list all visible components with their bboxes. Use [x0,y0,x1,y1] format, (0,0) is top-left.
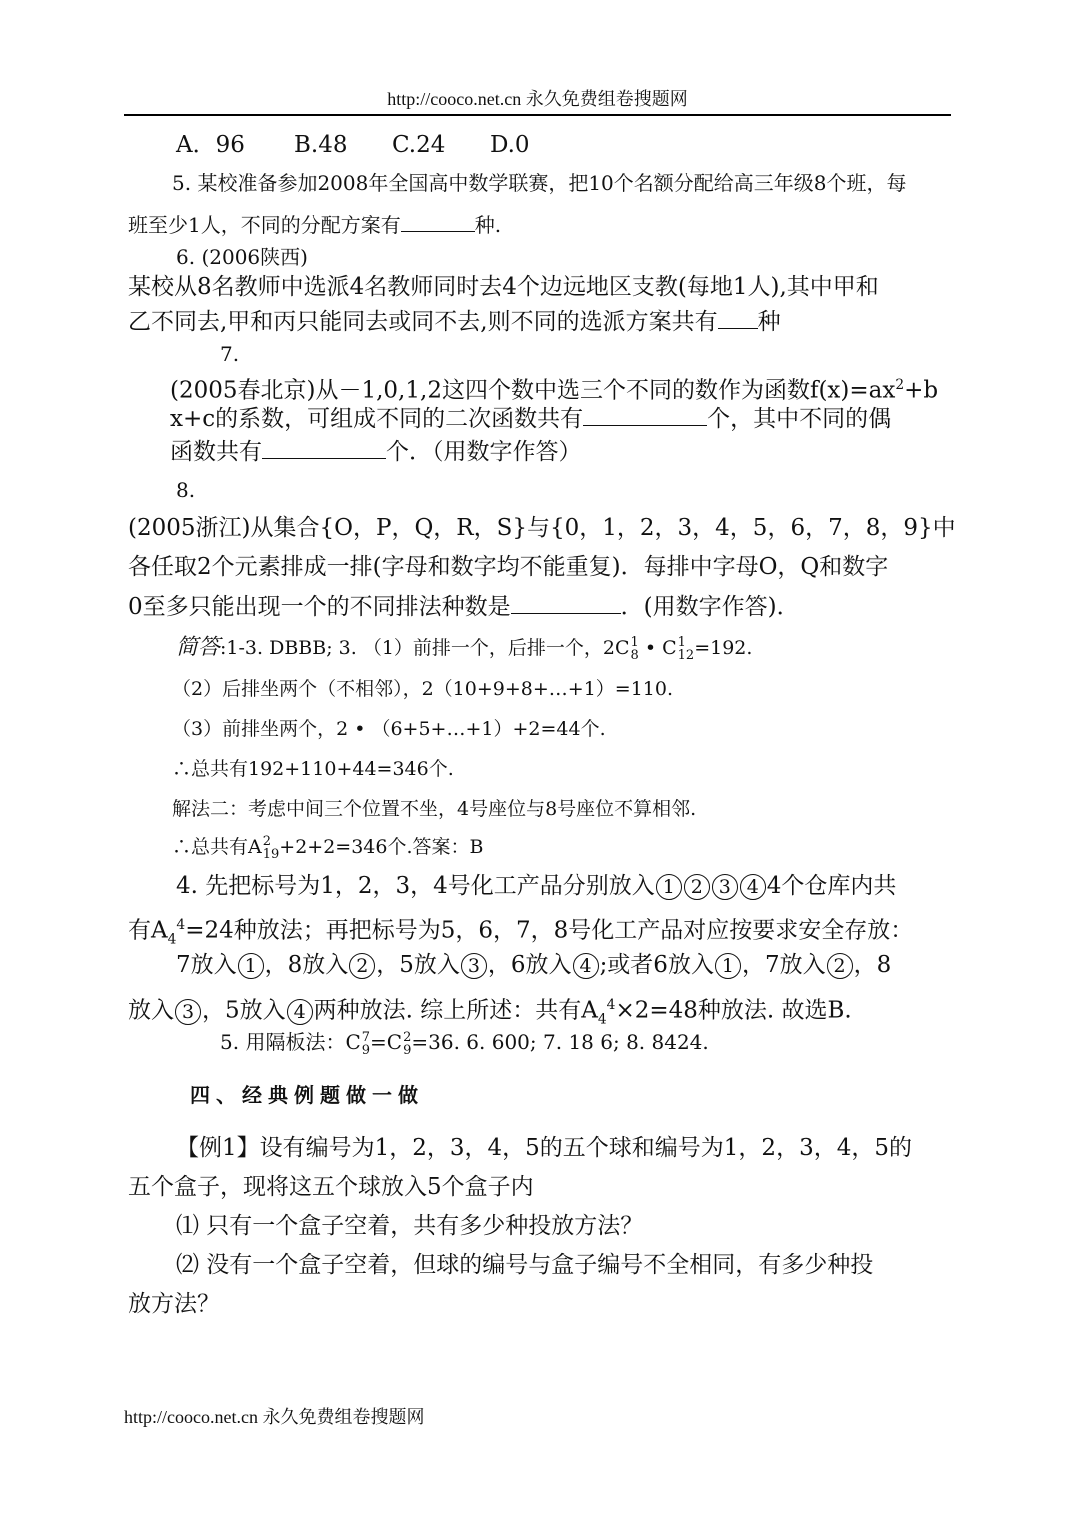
answer-line3: （3）前排坐两个，2 • （6+5+…+1）+2=44个. [172,718,606,740]
circled-3: 3 [175,999,201,1025]
q6-line2-end: 种 [757,309,781,335]
a4-sup: 4 [176,917,186,933]
a4-l3-t3: ，5放入 [376,952,460,978]
a5-text-1: 5. 用隔板法：C [220,1030,361,1054]
a5-sup-1: 7 [361,1029,371,1045]
a4-l3-t1: 7放入 [176,952,237,978]
a4-line1 [176,871,896,901]
q7-line2-end: 个，其中不同的偶 [707,406,892,432]
a4-l4-t3: 两种放法. 综上所述：共有A [313,997,598,1024]
a5-text-2: =C [370,1030,403,1054]
a4-l3-t7: ，8 [853,952,892,978]
q8-number: 8. [176,478,196,502]
q7-line2 [170,403,891,434]
ex1-line2: 五个盒子，现将这五个球放入5个盒子内 [128,1174,534,1200]
q6-line1: 某校从8名教师中选派4名教师同时去4个边远地区支教(每地1人),其中甲和 [128,274,879,300]
circled-1: 1 [715,953,741,979]
circled-3: 3 [461,953,487,979]
c-sup-1: 1 [630,635,639,650]
a5-text-3: =36. 6. 600; 7. 18 6; 8. 8424. [411,1030,709,1054]
q5-answer-blank [401,209,475,232]
q8-line1: (2005浙江)从集合{O，P，Q，R，S}与{0，1，2，3，4，5，6，7，8，9}中 [128,515,956,541]
answer-line6 [172,834,484,861]
circled-2: 2 [684,874,710,900]
a4-l3-t2: ，8放入 [264,952,349,978]
a4-l3-t5: ;或者6放入 [599,952,714,978]
answer-line2: （2）后排坐两个（不相邻），2（10+9+8+…+1）=110. [172,678,674,700]
q6-line2 [128,306,781,337]
answer-line4: ∴总共有192+110+44=346个. [172,758,454,780]
q5-line2 [128,209,501,238]
q7-line2-text: x+c的系数，可组成不同的二次函数共有 [170,406,584,432]
a4-line1-text: 4. 先把标号为1，2，3，4号化工产品分别放入 [176,873,655,899]
q8-line2: 各任取2个元素排成一排(字母和数字均不能重复)．每排中字母O，Q和数字 [128,554,889,580]
jianda-label: 简答 [176,635,221,660]
q7-number: 7. [220,342,240,366]
choice-a: A．96 [176,132,245,158]
q7-line1-end: +b [904,377,939,404]
a5-sub-2: 9 [403,1042,412,1058]
a4-l4-t4: ×2=48种放法. 故选B. [615,997,852,1024]
a4-line2-end: =24种放法；再把标号为5，6，7，8号化工产品对应按要求安全存放： [185,917,914,944]
answer-line6-text: ∴总共有A [172,836,262,858]
q7-line3-end: 个．（用数字作答） [386,439,582,465]
a4-sub: 4 [167,931,177,948]
answer-line1 [176,635,752,662]
circled-2: 2 [827,953,853,979]
q8-answer-blank [511,591,621,614]
a4-l3-t6: ，7放入 [741,952,826,978]
choice-c: C.24 [392,132,446,158]
a4-l4-sup: 4 [606,997,616,1013]
circled-4: 4 [287,999,313,1025]
circled-4: 4 [573,953,599,979]
c-sup-2: 1 [677,635,686,650]
page-footer: http://cooco.net.cn 永久免费组卷搜题网 [124,1407,425,1427]
q5-line1: 5. 某校准备参加2008年全国高中数学联赛，把10个名额分配给高三年级8个班，每 [172,171,907,195]
a4-l4-t1: 放入 [128,997,174,1024]
circled-1: 1 [238,953,264,979]
q7-line1-text: (2005春北京)从－1,0,1,2这四个数中选三个不同的数作为函数f(x)=ax [170,377,896,404]
circled-3: 3 [712,874,738,900]
circled-4: 4 [740,874,766,900]
q6-number: 6. (2006陕西) [176,245,308,269]
a4-line1-end: 4个仓库内共 [766,873,897,899]
q7-line3 [170,436,582,467]
ex1-part1: ⑴ 只有一个盒子空着，共有多少种投放方法？ [176,1213,644,1239]
c-sub-1: 8 [630,648,639,663]
q6-answer-blank [718,306,758,329]
q7-exponent: 2 [895,377,905,393]
a5-sub-1: 9 [361,1042,371,1058]
section-title: 四、经典例题做一做 [190,1083,424,1107]
answer-line1-end: =192. [694,637,753,659]
q6-line2-text: 乙不同去,甲和丙只能同去或同不去,则不同的选派方案共有 [128,309,718,335]
header-rule [124,114,951,116]
a-sup: 2 [262,834,272,849]
a4-line3 [176,950,891,980]
q7-line3-text: 函数共有 [170,439,262,465]
q7-line1 [170,370,938,406]
a4-line2 [128,910,913,954]
q8-line3-end: ．(用数字作答)． [620,594,800,620]
q8-line3 [128,591,800,622]
circled-2: 2 [349,953,375,979]
q5-line2-end: 种. [474,213,502,237]
answer-line1-text: :1-3. DBBB; 3. （1）前排一个，后排一个，2C [220,637,630,659]
answer-line6-end: +2+2=346个.答案：B [279,836,484,858]
answer-line5: 解法二：考虑中间三个位置不坐，4号座位与8号座位不算相邻. [172,798,697,820]
choice-b: B.48 [294,132,348,158]
a5-line [220,1029,709,1057]
a4-line4 [128,990,852,1034]
answer-line1-mid: • C [638,637,677,659]
a4-l4-sub: 4 [597,1011,607,1028]
choice-d: D.0 [490,132,530,158]
a4-l4-t2: ，5放入 [202,997,286,1024]
q5-line2-text: 班至少1人，不同的分配方案有 [128,213,401,237]
page-header: http://cooco.net.cn 永久免费组卷搜题网 [387,89,688,109]
a-sub: 19 [262,847,280,862]
c-sub-2: 12 [677,648,695,663]
ex1-line1: 【例1】设有编号为1，2，3，4，5的五个球和编号为1，2，3，4，5的 [176,1135,912,1161]
q7-blank-2 [262,436,386,459]
q8-line3-text: 0至多只能出现一个的不同排法种数是 [128,594,511,620]
ex1-part2: ⑵ 没有一个盒子空着，但球的编号与盒子编号不全相同，有多少种投 [176,1252,874,1278]
q7-blank-1 [583,403,707,426]
a5-sup-2: 2 [403,1029,412,1045]
a4-l3-t4: ，6放入 [487,952,572,978]
a4-line2-text: 有A [128,917,168,944]
circled-1: 1 [656,874,682,900]
ex1-part2-cont: 放方法？ [128,1291,220,1317]
